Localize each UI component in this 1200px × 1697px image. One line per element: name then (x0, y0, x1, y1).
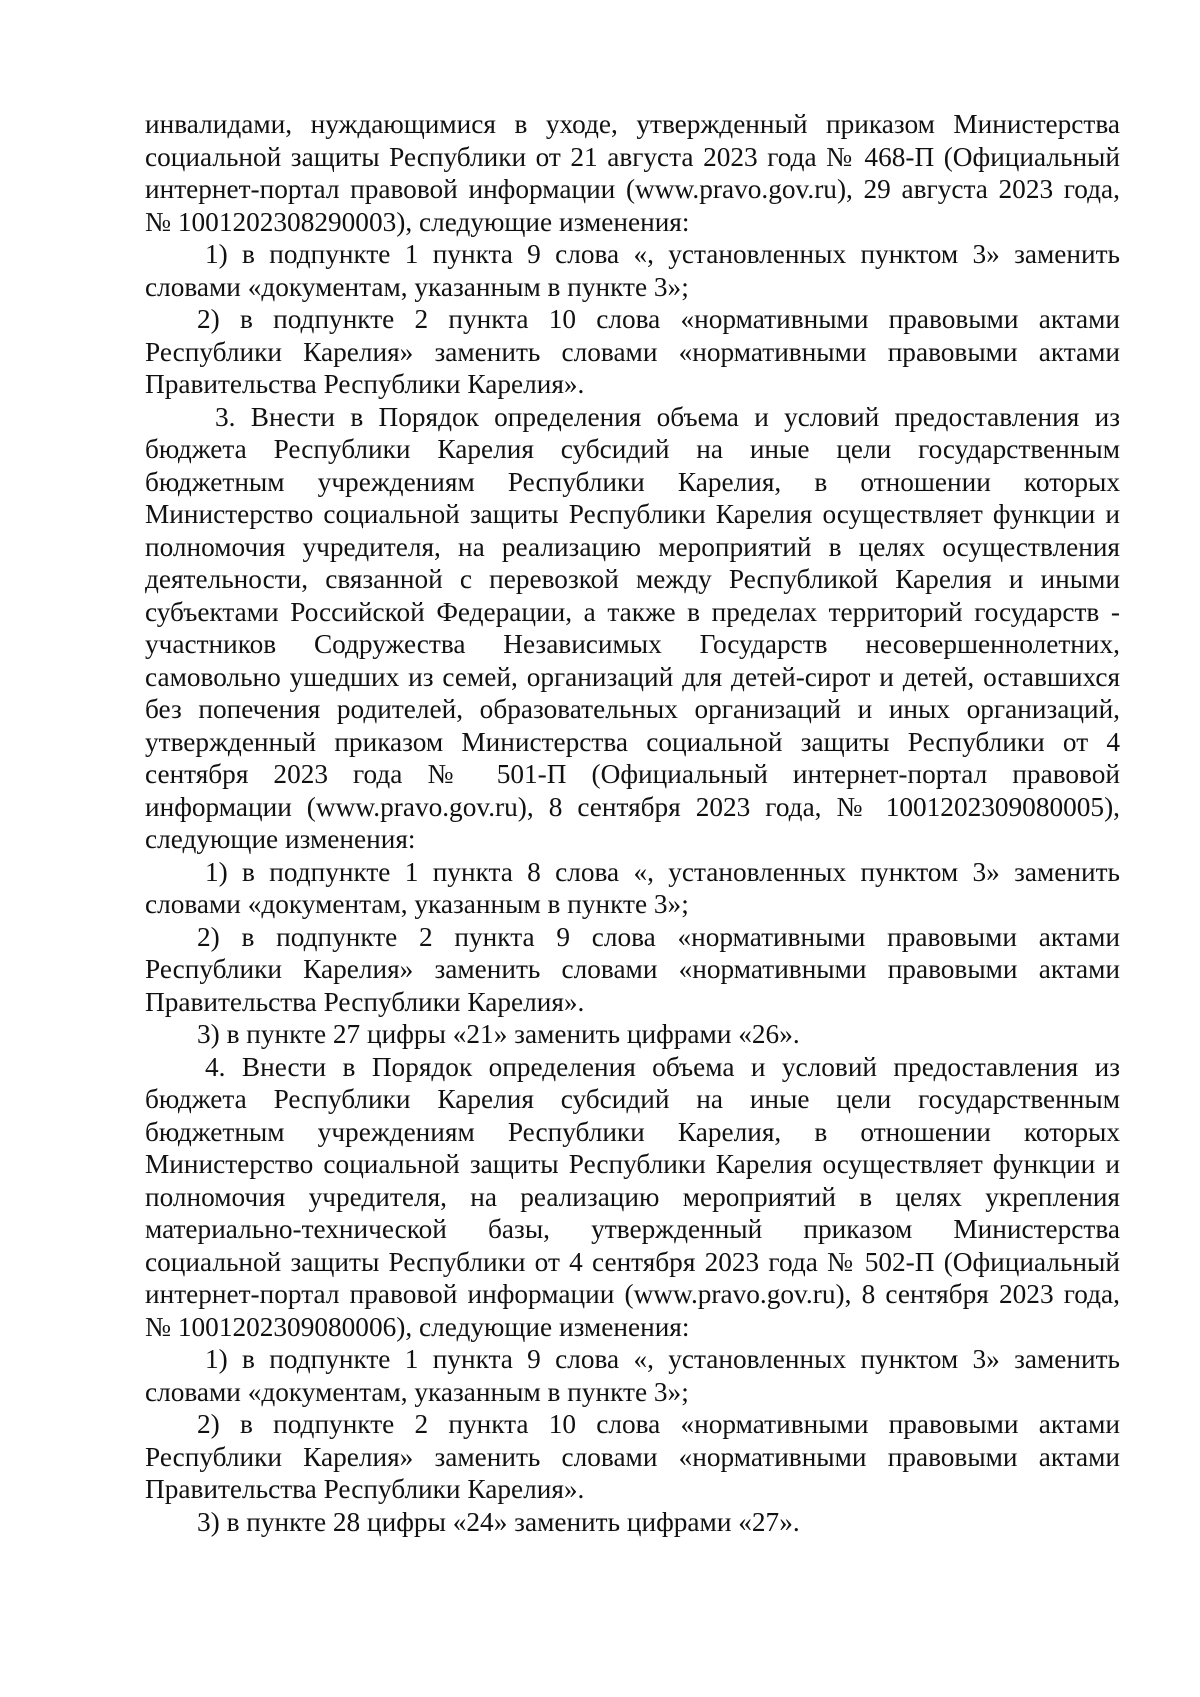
paragraph-section: 4. Внести в Порядок определения объема и условий предоставления из бюджета Республики Карелия субсидий на иные цели государственным бюджетным учреждениям Республики Карелия, в отношении которых Министерство социальной защиты Республики Карелия осуществляет функции и полномочия учредителя, на реализацию мероприятий в целях укрепления материально-технической базы, утвержденный приказом Министерства социальной защиты Республики от 4 сентября 2023 года № 502-П (Официальный интернет-портал правовой информации (www.pravo.gov.ru), 8 сентября 2023 года, № 1001202309080006), следующие изменения: (145, 1051, 1120, 1342)
paragraph-item: 2) в подпункте 2 пункта 10 слова «нормативными правовыми актами Республики Карелия» заменить словами «нормативными правовыми актами Правительства Республики Карелия». (145, 304, 1120, 399)
paragraph-item: 2) в подпункте 2 пункта 9 слова «нормативными правовыми актами Республики Карелия» заменить словами «нормативными правовыми актами Правительства Республики Карелия». (145, 921, 1120, 1017)
paragraph-item: 3) в пункте 28 цифры «24» заменить цифрами «27». (197, 1506, 800, 1537)
paragraph-section: 3. Внести в Порядок определения объема и условий предоставления из бюджета Республики Карелия субсидий на иные цели государственным бюджетным учреждениям Республики Карелия, в отношении которых Министерство социальной защиты Республики Карелия осуществляет функции и полномочия учредителя, на реализацию мероприятий в целях осуществления деятельности, связанной с перевозкой между Республикой Карелия и иными субъектами Российской Федерации, а также в пределах территорий государств - участников Содружества Независимых Государств несовершеннолетних, самовольно ушедших из семей, организаций для детей-сирот и детей, оставшихся без попечения родителей, образовательных организаций и иных организаций, утвержденный приказом Министерства социальной защиты Республики от 4 сентября 2023 года № 501-П (Официальный интернет-портал правовой информации (www.pravo.gov.ru), 8 сентября 2023 года, № 1001202309080005), следующие изменения: (145, 401, 1120, 854)
paragraph-item: 2) в подпункте 2 пункта 10 слова «нормативными правовыми актами Республики Карелия» заменить словами «нормативными правовыми актами Правительства Республики Карелия». (145, 1409, 1120, 1504)
paragraph-item: 3) в пункте 27 цифры «21» заменить цифрами «26». (197, 1019, 800, 1049)
paragraph-item: 1) в подпункте 1 пункта 8 слова «, установленных пунктом 3» заменить словами «документам, указанным в пункте 3»; (145, 856, 1120, 919)
paragraph-item: 1) в подпункте 1 пункта 9 слова «, установленных пунктом 3» заменить словами «документам, указанным в пункте 3»; (145, 239, 1120, 302)
paragraph-item: 1) в подпункте 1 пункта 9 слова «, установленных пунктом 3» заменить словами «документам, указанным в пункте 3»; (145, 1344, 1120, 1407)
document-body (145, 108, 1120, 1538)
paragraph-continuation: инвалидами, нуждающимися в уходе, утвержденный приказом Министерства социальной защиты Республики от 21 августа 2023 года № 468-П (Официальный интернет-портал правовой информации (www.pravo.gov.ru), 29 августа 2023 года, № 1001202308290003), следующие изменения: (145, 109, 1120, 237)
